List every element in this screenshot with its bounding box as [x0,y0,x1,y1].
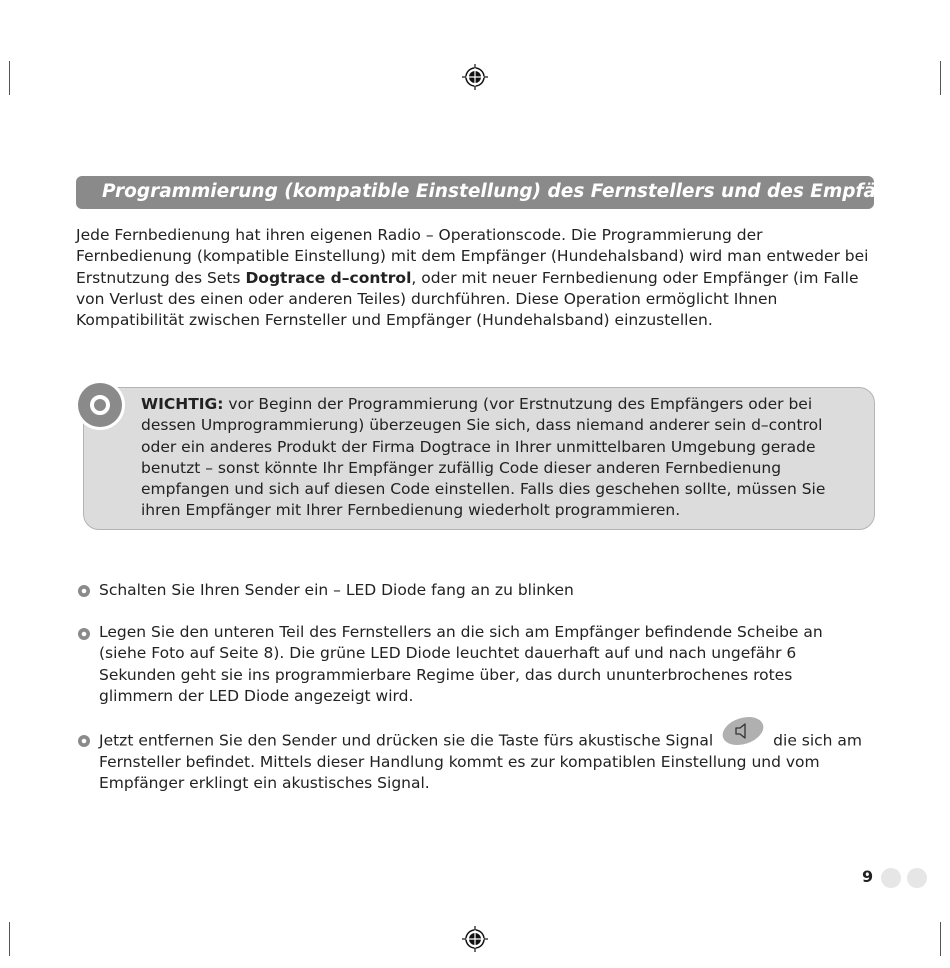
ring-bullet-icon [78,585,90,597]
notice-label: WICHTIG: [141,395,224,413]
registration-mark-top-icon [461,63,489,91]
section-heading: Programmierung (kompatible Einstellung) des Fernstellers und des Empfängers [102,181,936,202]
notice-text: vor Beginn der Programmierung (vor Erstnutzung des Empfängers oder bei dessen Umprogrammierung) überzeugen Sie sich, dass niemand anderer sein d–control oder ein anderes Produkt der Firma Dogtrace in Ihrer unmittelbaren Umgebung gerade benutzt – sonst könnte Ihr Empfänger zufällig Code dieser anderen Fernbedienung empfangen und sich auf diesen Code einstellen. Falls dies geschehen sollte, müssen Sie ihren Empfänger mit Ihrer Fernbedienung wiederholt programmieren. [141,395,826,520]
step-text-start: Jetzt entfernen Sie den Sender und drücken sie die Taste fürs akustische Signal [99,731,714,750]
crop-mark-bottom-left [9,922,10,956]
product-name: Dogtrace d–control [245,268,412,287]
step-text-end: die sich am Fernsteller befindet. Mittels dieser Handlung kommt es zur kompatiblen Einstellung und vom Empfänger erklingt ein akustisches Signal. [99,731,863,793]
intro-text-start: Jede Fernbedienung hat ihren eigenen Radio – Operationscode. Die Programmierung der Fernbedienung (kompatible Einstellung) mit dem Empfänger (Hundehalsband) wird man entweder bei Erstnutzung des Sets [76,226,869,287]
section-heading-bar [76,176,936,209]
page-decoration-dot [881,868,901,888]
ring-bullet-icon [78,628,90,640]
crop-mark-top-right [940,61,941,95]
info-disc-icon [74,379,126,431]
notice-paragraph [141,394,856,522]
step-item: Schalten Sie Ihren Sender ein – LED Diode fang an zu blinken [99,581,574,599]
step-item: Legen Sie den unteren Teil des Fernstellers an die sich am Empfänger befindende Scheibe an (siehe Foto auf Seite 8). Die grüne LED Diode leuchtet dauerhaft auf und nach ungefähr 6 Sekunden geht sie ins programmierbare Regime über, das durch ununterbrochenes rotes glimmern der LED Diode angezeigt wird. [99,623,823,705]
intro-text-end: , oder mit neuer Fernbedienung oder Empfänger (im Falle von Verlust des einen oder anderen Teiles) durchführen. Diese Operation ermöglicht Ihnen Kompatibilität zwischen Fernsteller und Empfänger (Hundehalsband) einzustellen. [76,268,859,330]
page-decoration-dot [907,868,927,888]
speaker-button-icon [721,716,765,746]
intro-paragraph [76,225,876,331]
step-item [99,730,869,795]
crop-mark-bottom-right [940,922,941,956]
registration-mark-bottom-icon [461,925,489,953]
crop-mark-top-left [9,61,10,95]
page-number: 9 [862,867,874,886]
ring-bullet-icon [78,735,90,747]
important-notice-box [83,387,875,530]
